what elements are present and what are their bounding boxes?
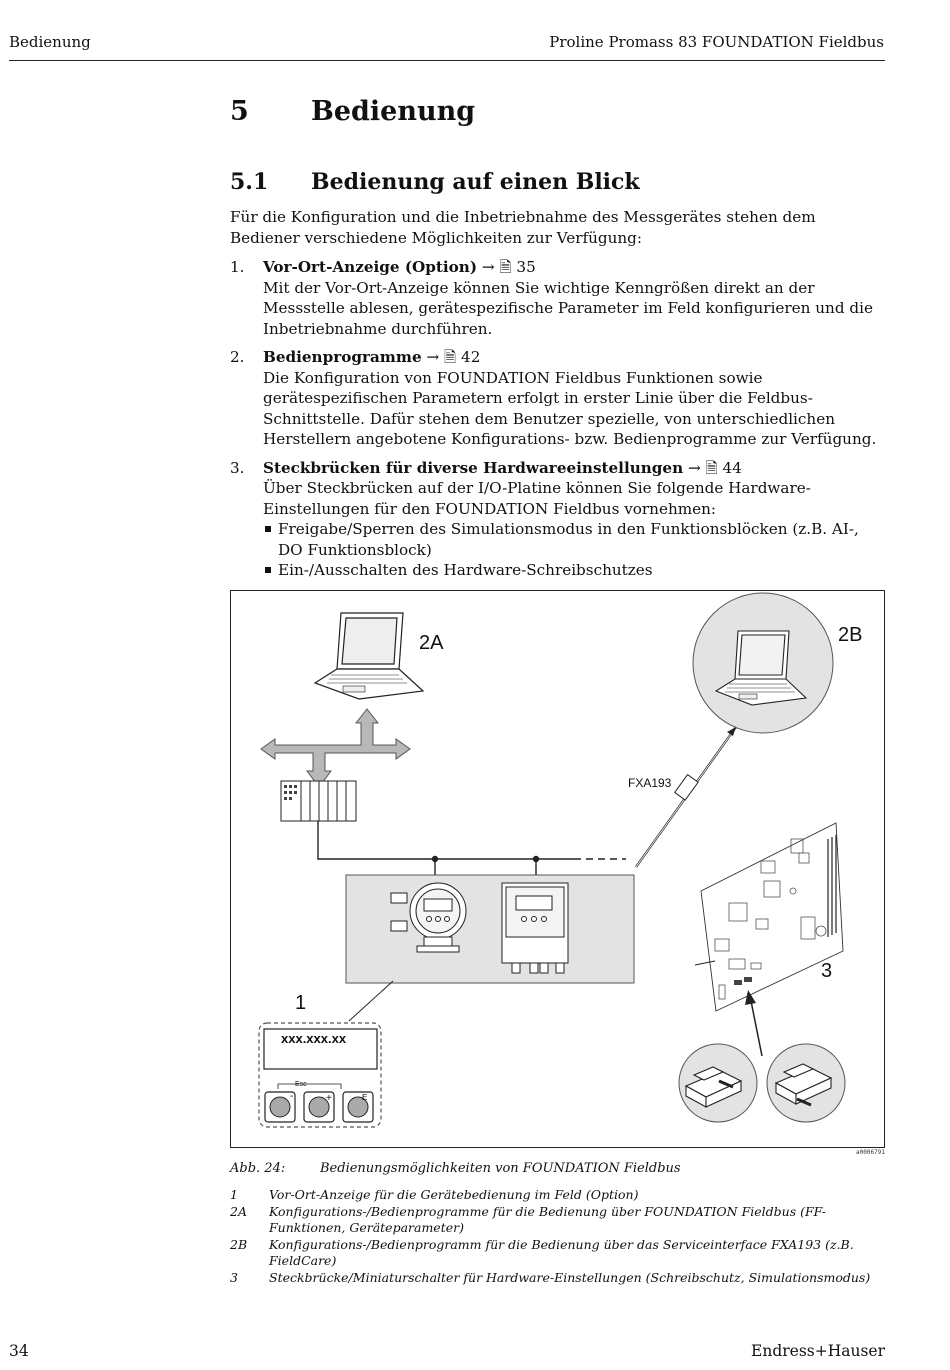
jumper-closeup-left bbox=[679, 1044, 757, 1122]
chapter-title: Bedienung bbox=[311, 96, 476, 127]
item-number: 1. bbox=[230, 258, 245, 276]
section-number: 5.1 bbox=[230, 169, 269, 195]
remote-transmitter-icon bbox=[502, 883, 568, 973]
item-title: Steckbrücken für diverse Hardwareeinstellungen bbox=[263, 458, 684, 477]
figure-caption bbox=[230, 1161, 681, 1176]
label-2a: 2A bbox=[419, 632, 444, 654]
legend-key: 2A bbox=[230, 1203, 247, 1219]
jumper-closeup-right bbox=[767, 1044, 845, 1122]
legend-row bbox=[230, 1187, 885, 1204]
item-page-ref[interactable]: → 🗎 35 bbox=[481, 258, 536, 276]
list-item bbox=[230, 347, 886, 450]
legend-text: Steckbrücke/Miniaturschalter für Hardware-Einstellungen (Schreibschutz, Simulationsmodus) bbox=[269, 1269, 871, 1285]
plus-key-label: + bbox=[326, 1093, 332, 1104]
controller-rack-icon bbox=[281, 781, 356, 821]
label-3: 3 bbox=[821, 960, 833, 982]
fxa193-cable bbox=[636, 727, 736, 867]
caption-text: Bedienungsmöglichkeiten von FOUNDATION Fieldbus bbox=[320, 1161, 681, 1176]
bullet-item: Freigabe/Sperren des Simulationsmodus in den Funktionsblöcken (z.B. AI-, DO Funktionsblock) bbox=[263, 519, 886, 560]
legend-text: Vor-Ort-Anzeige für die Gerätebedienung im Feld (Option) bbox=[269, 1187, 639, 1202]
item-title: Bedienprogramme bbox=[263, 348, 422, 366]
legend-text: Konfigurations-/Bedienprogramme für die Bedienung über FOUNDATION Fieldbus (FF-Funktionen, Geräteparameter) bbox=[269, 1203, 826, 1235]
item-text: Die Konfiguration von FOUNDATION Fieldbus Funktionen sowie gerätespezifischen Parametern erfolgt in erster Linie über die Feldbus-Schnittstelle. Dafür stehen dem Benutzer spezielle, von unterschiedlichen Herstellern angebotene Konfigurations- bzw. Bedienprogramme zur Verfügung. bbox=[263, 368, 877, 448]
legend-row bbox=[230, 1237, 885, 1270]
jumper-arrow bbox=[745, 990, 762, 1056]
list-item bbox=[230, 458, 886, 581]
label-2b: 2B bbox=[838, 624, 863, 646]
section-heading bbox=[230, 169, 640, 195]
item-number: 2. bbox=[230, 348, 245, 366]
intro-paragraph: Für die Konfiguration und die Inbetriebnahme des Messgerätes stehen dem Bediener verschiedene Möglichkeiten zur Verfügung: bbox=[230, 208, 816, 247]
operation-diagram bbox=[230, 590, 885, 1148]
device-panel bbox=[346, 875, 634, 983]
item-title: Vor-Ort-Anzeige (Option) bbox=[263, 258, 478, 276]
esc-label: Esc bbox=[295, 1081, 307, 1088]
item-text: Mit der Vor-Ort-Anzeige können Sie wichtige Kenngrößen direkt an der Messstelle ablesen, gerätespezifische Parameter im Feld konfigurieren und die Inbetriebnahme durchführen. bbox=[263, 278, 873, 338]
display-readout: xxx.xxx.xx bbox=[281, 1031, 347, 1046]
display-leader-line bbox=[349, 981, 393, 1021]
minus-key[interactable] bbox=[265, 1091, 295, 1122]
item-number: 3. bbox=[230, 458, 245, 477]
legend-row bbox=[230, 1204, 885, 1237]
header-section-title: Bedienung bbox=[9, 33, 91, 51]
list-item bbox=[230, 257, 886, 339]
network-arrows bbox=[261, 709, 410, 787]
item-page-ref[interactable]: → 🗎 44 bbox=[687, 458, 742, 477]
brand-name: Endress+Hauser bbox=[751, 1342, 885, 1360]
figure-legend bbox=[230, 1187, 885, 1286]
header-rule bbox=[9, 60, 885, 61]
minus-key-label: - bbox=[290, 1091, 294, 1102]
page-number: 34 bbox=[9, 1342, 29, 1360]
header-document-title: Proline Promass 83 FOUNDATION Fieldbus bbox=[549, 33, 884, 51]
chapter-number: 5 bbox=[230, 96, 249, 127]
bullet-item: Ein-/Ausschalten des Hardware-Schreibschutzes bbox=[263, 560, 886, 581]
label-1: 1 bbox=[295, 992, 307, 1014]
laptop-2a-icon bbox=[315, 613, 423, 699]
enter-key[interactable] bbox=[343, 1092, 373, 1122]
legend-key: 2B bbox=[230, 1236, 248, 1252]
figure-id: a0006791 bbox=[856, 1149, 885, 1156]
legend-row bbox=[230, 1270, 885, 1287]
section-title: Bedienung auf einen Blick bbox=[311, 169, 640, 195]
fieldbus-line bbox=[318, 821, 626, 877]
fxa193-label: FXA193 bbox=[628, 776, 672, 790]
legend-key: 3 bbox=[230, 1269, 238, 1285]
legend-key: 1 bbox=[230, 1187, 238, 1202]
plus-key[interactable] bbox=[304, 1092, 334, 1122]
enter-key-label: E bbox=[362, 1093, 368, 1102]
chapter-heading bbox=[230, 96, 475, 127]
item-page-ref[interactable]: → 🗎 42 bbox=[426, 348, 481, 366]
io-board-icon bbox=[701, 823, 843, 1011]
caption-tag: Abb. 24: bbox=[230, 1161, 286, 1176]
item-text: Über Steckbrücken auf der I/O-Platine können Sie folgende Hardware-Einstellungen für den FOUNDATION Fieldbus vornehmen: bbox=[263, 479, 811, 518]
options-list bbox=[230, 257, 886, 589]
laptop-2b-icon bbox=[693, 593, 833, 733]
legend-text: Konfigurations-/Bedienprogramm für die Bedienung über das Serviceinterface FXA193 (z.B. FieldCare) bbox=[269, 1236, 854, 1268]
